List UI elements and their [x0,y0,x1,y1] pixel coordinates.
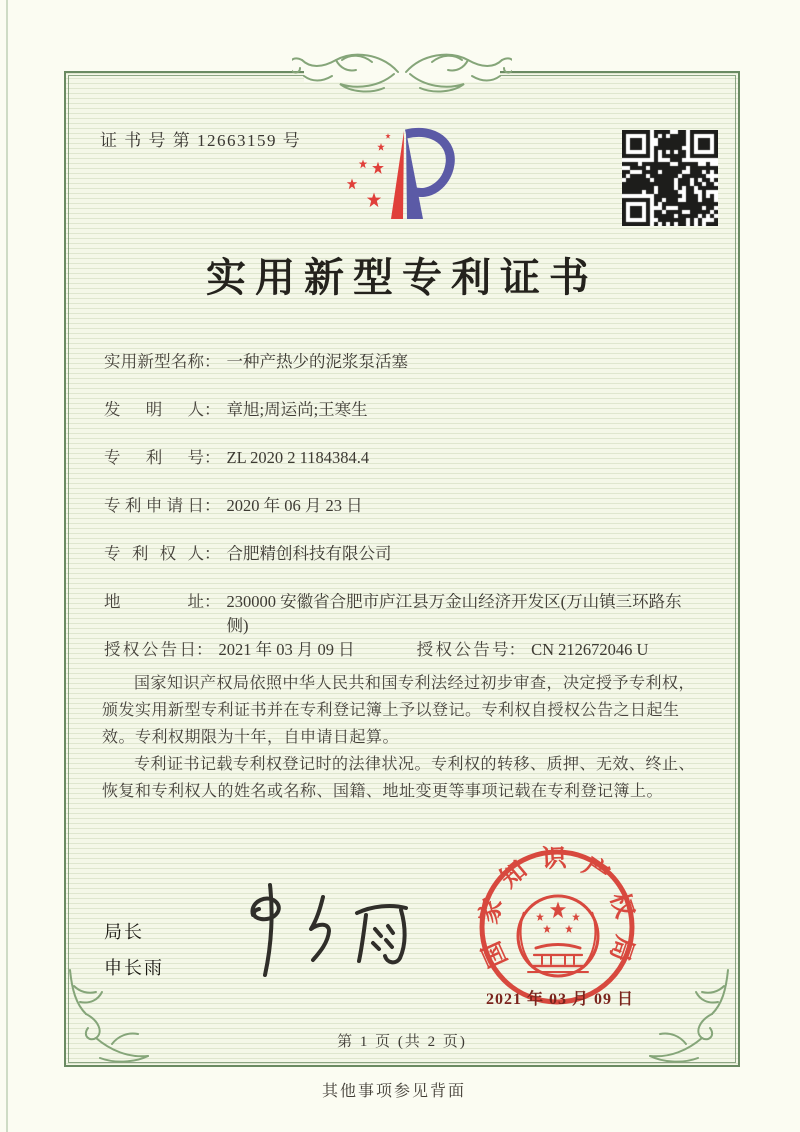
field-label: 授权公告号 [416,640,509,659]
field-label: 专利权人 [104,544,204,563]
field-colon: ： [204,544,221,563]
field-label: 授权公告日 [104,640,196,659]
field-value: ZL 2020 2 1184384.4 [226,448,370,467]
seal-ring-text: 国家知识产权局 [475,845,639,972]
field-colon: ： [508,640,526,659]
field-colon: ： [204,400,221,419]
signature-icon [225,873,435,988]
field-row [104,494,704,542]
field-label: 实用新型名称 [104,352,204,371]
field-row [104,590,704,638]
seal-date: 2021 年 03 月 09 日 [486,991,635,1008]
field-colon: ： [204,496,221,515]
national-emblem-icon [518,896,598,976]
field-value: 一种产热少的泥浆泵活塞 [226,352,408,371]
field-row [104,542,704,590]
qr-code [622,130,718,226]
field-label: 专利号 [104,448,204,467]
field-value: 2021 年 03 月 09 日 [218,640,355,659]
back-note: 其他事项参见背面 [321,1083,466,1100]
signer-title: 局长 [104,922,144,942]
signer-name: 申长雨 [104,958,164,978]
signer-block [104,914,164,986]
top-flourish-icon [292,40,512,104]
field-colon: ： [204,448,221,467]
field-value: 230000 安徽省合肥市庐江县万金山经济开发区(万山镇三环路东侧) [226,592,682,635]
field-list [104,350,704,686]
field-row [104,398,704,446]
field-label: 专利申请日 [104,496,204,515]
field-value: 章旭;周运尚;王寒生 [226,400,368,419]
corner-flourish-icon [640,966,744,1070]
cnipa-logo-icon [340,118,460,224]
legal-text [102,670,708,805]
field-colon: ： [204,592,221,611]
field-value: 2020 年 06 月 23 日 [226,496,363,515]
field-label: 地址 [104,592,204,611]
legal-paragraph: 专利证书记载专利权登记时的法律状况。专利权的转移、质押、无效、终止、恢复和专利权人的姓名或名称、国籍、地址变更等事项记载在专利登记簿上。 [102,756,696,800]
field-label: 发明人 [104,400,204,419]
field-value: CN 212672046 U [531,640,649,659]
legal-paragraph: 国家知识产权局依照中华人民共和国专利法经过初步审查，决定授予专利权，颁发实用新型专利证书并在专利登记簿上予以登记。专利权自授权公告之日起生效。专利权期限为十年，自申请日起算。 [102,675,696,746]
field-colon: ： [196,640,213,659]
field-colon: ： [204,352,221,371]
field-row [104,350,704,398]
certificate-number: 证 书 号 第 12663159 号 [100,131,302,150]
page-indicator: 第 1 页 (共 2 页) [337,1034,467,1050]
certificate-title: 实用新型专利证书 [206,255,598,300]
field-value: 合肥精创科技有限公司 [226,544,392,563]
field-row [104,446,704,494]
paper-edge [6,0,8,1132]
